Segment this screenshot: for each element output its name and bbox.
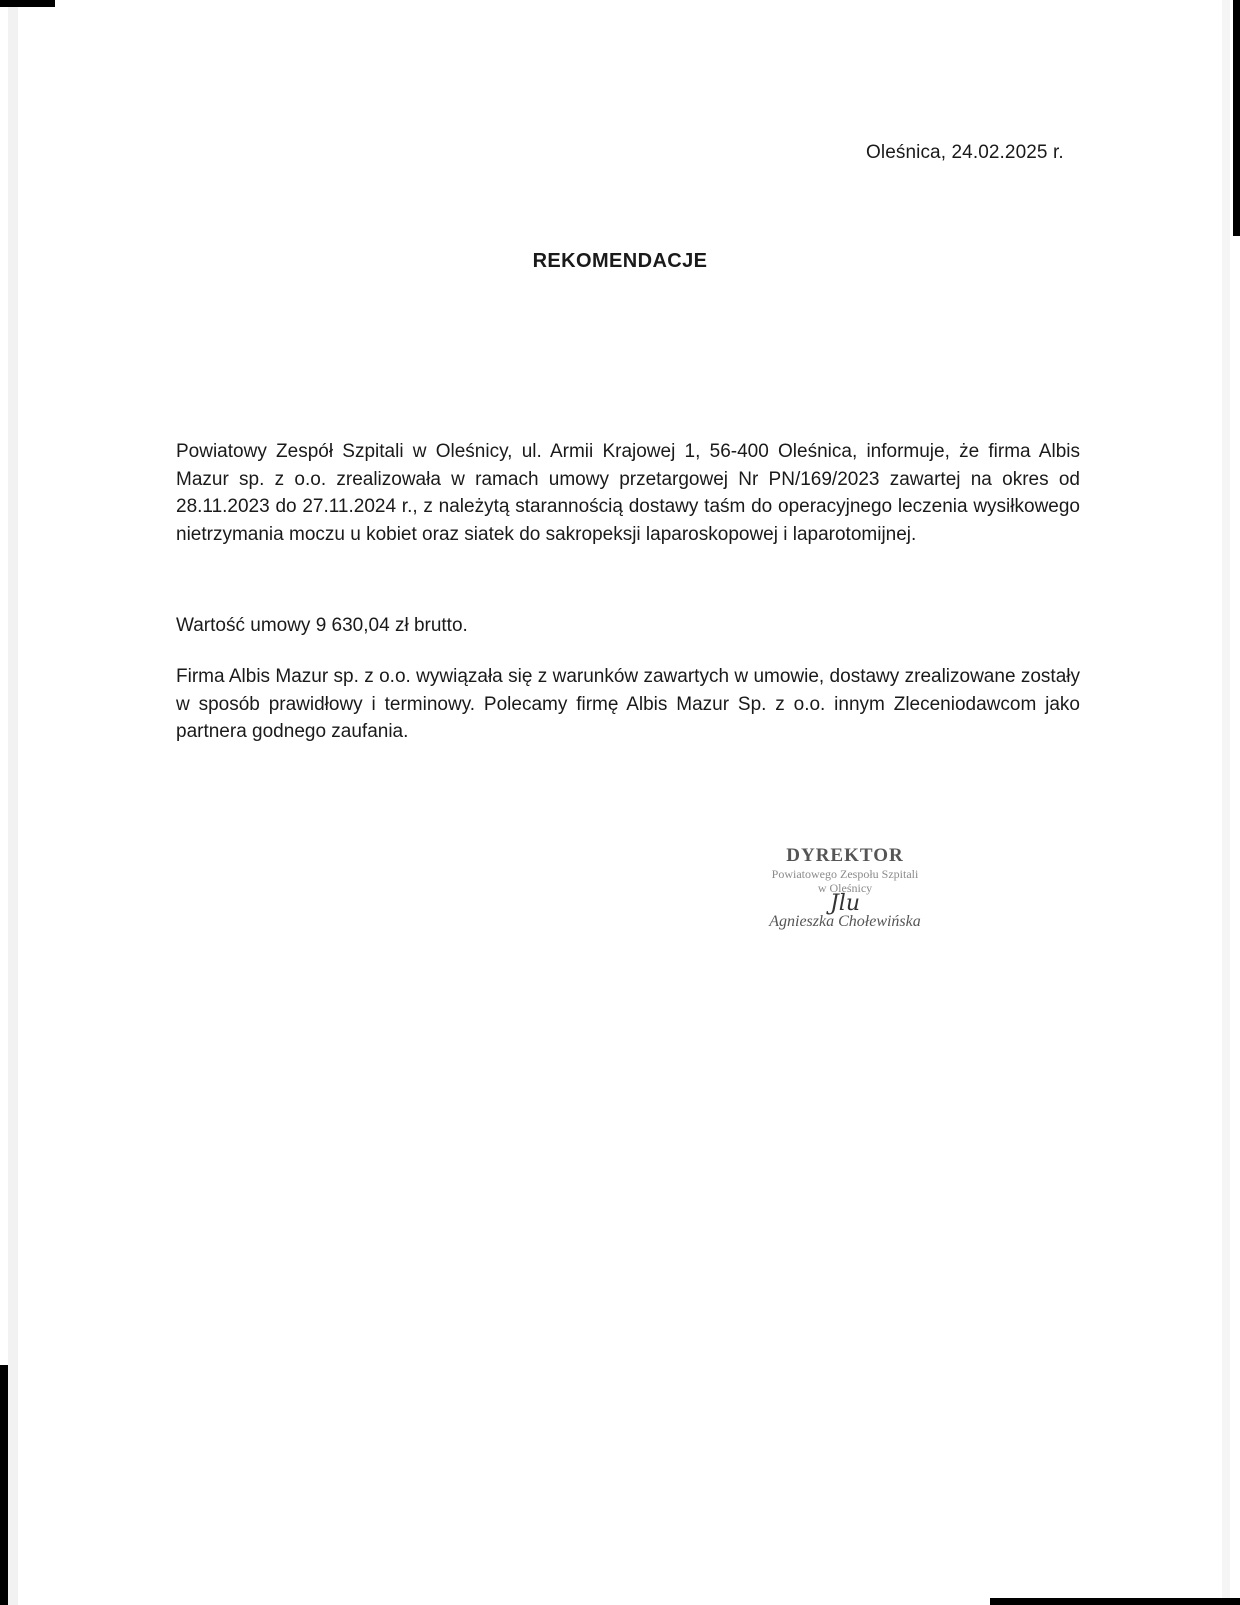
document-page	[8, 0, 1230, 1605]
paragraph-recommendation: Firma Albis Mazur sp. z o.o. wywiązała się z warunków zawartych w umowie, dostawy zrealizowane zostały w sposób prawidłowy i terminowy. Polecamy firmę Albis Mazur Sp. z o.o. innym Zleceniodawcom jako partnera godnego zaufania.	[176, 666, 1080, 742]
paragraph-contract-value: Wartość umowy 9 630,04 zł brutto.	[176, 615, 468, 636]
stamp-city: w Oleśnicy	[817, 881, 873, 895]
document-title: REKOMENDACJE	[532, 250, 708, 272]
stamp-title: DYREKTOR	[786, 845, 904, 866]
signature: Jlu	[829, 891, 861, 916]
signatory-name: Agnieszka Chołewińska	[769, 913, 921, 930]
scan-edge-right	[1222, 0, 1230, 1605]
director-stamp	[735, 845, 955, 931]
scan-artifact-top-left	[0, 0, 55, 7]
place-date: Oleśnica, 24.02.2025 r.	[866, 142, 1064, 163]
stamp-institution: Powiatowego Zespołu Szpitali	[771, 867, 919, 881]
scan-artifact-right	[1233, 0, 1240, 236]
scan-artifact-bottom-right	[990, 1598, 1240, 1605]
scan-edge-left	[8, 0, 18, 1605]
scan-artifact-bottom-left	[0, 1365, 8, 1605]
paragraph-intro: Powiatowy Zespół Szpitali w Oleśnicy, ul. Armii Krajowej 1, 56-400 Oleśnica, informuje, że firma Albis Mazur sp. z o.o. zrealizowała w ramach umowy przetargowej Nr PN/169/2023 zawartej na okres od 28.11.2023 do 27.11.2024 r., z należytą starannością dostawy taśm do operacyjnego leczenia wysiłkowego nietrzymania moczu u kobiet oraz siatek do sakropeksji laparoskopowej i laparotomijnej.	[176, 441, 1080, 545]
